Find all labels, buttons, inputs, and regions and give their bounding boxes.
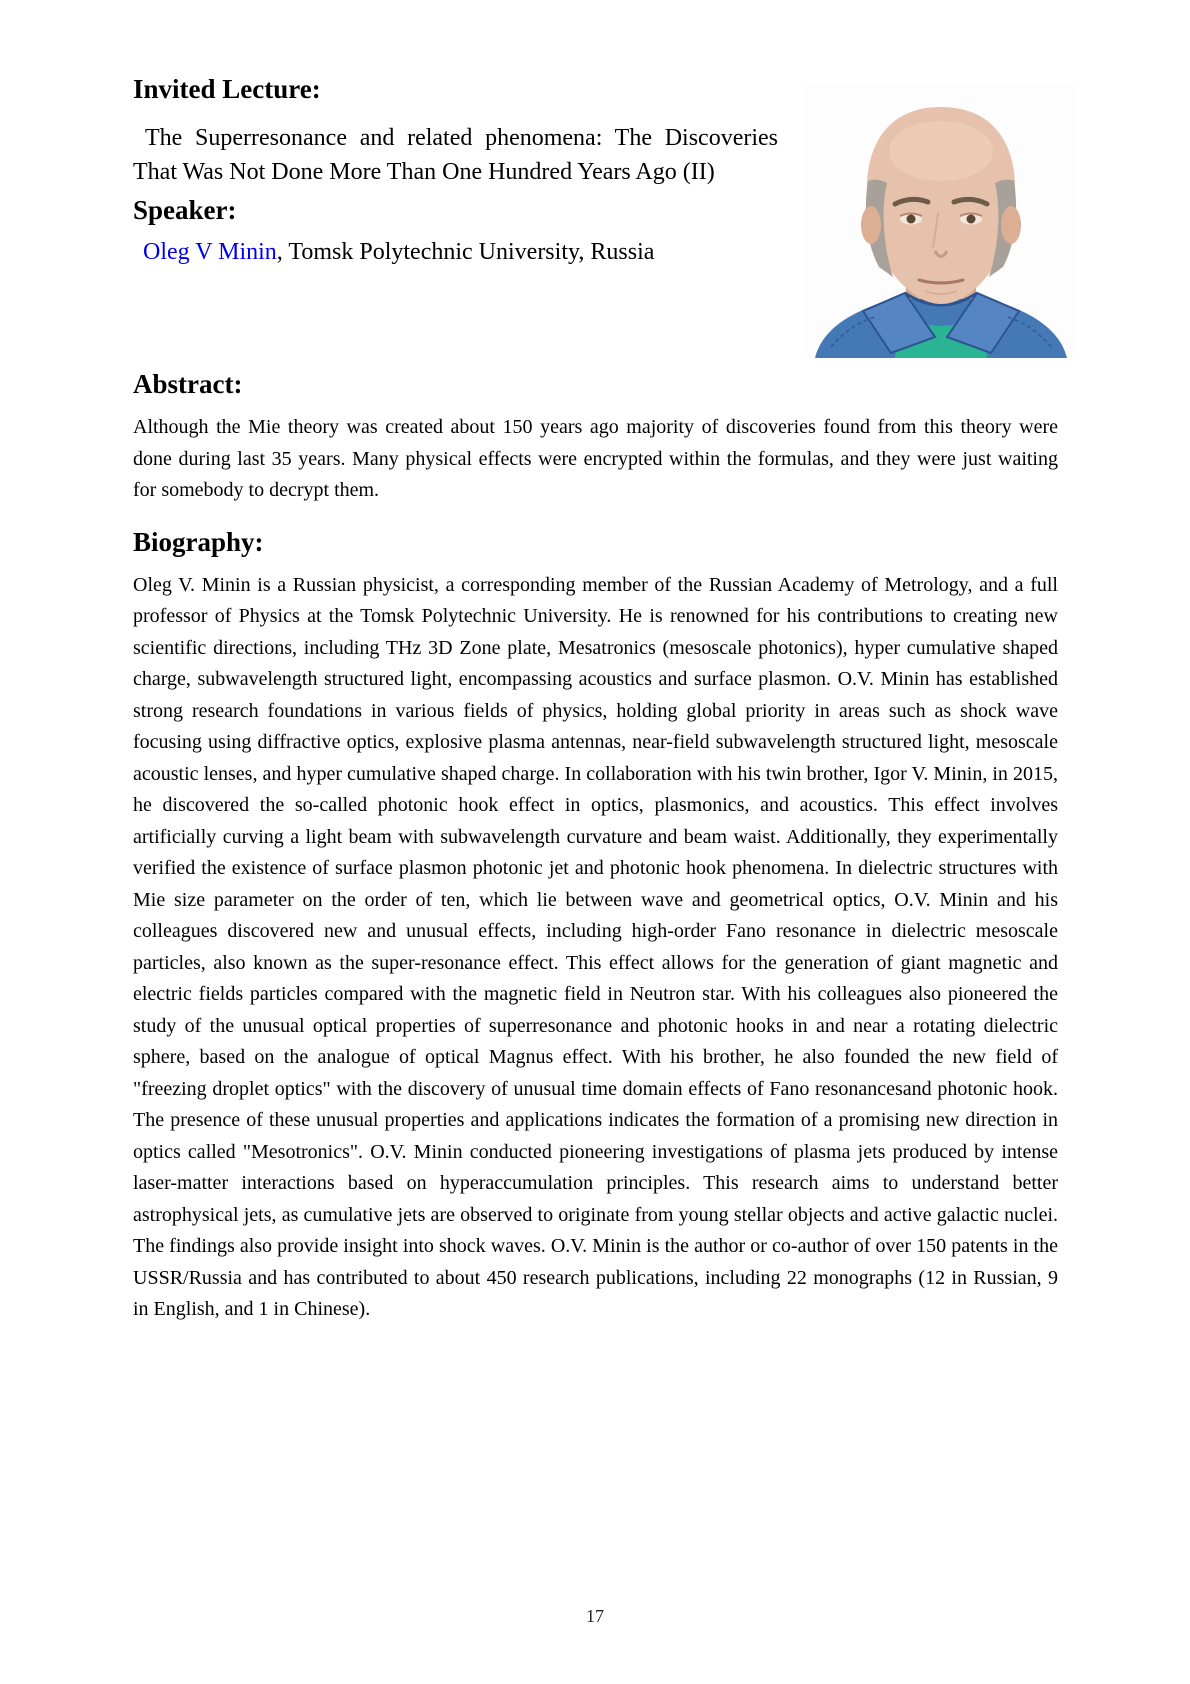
biography-heading: Biography:	[133, 526, 264, 557]
portrait-ear-right	[1001, 206, 1021, 244]
speaker-name-link[interactable]: Oleg V Minin	[143, 239, 277, 265]
biography-text: Oleg V. Minin is a Russian physicist, a corresponding member of the Russian Academy of Metrology, and a full professor of Physics at the Tomsk Polytechnic University. He is renowned for his contributions to creating new scientific directions, including THz 3D Zone plate, Mesatronics (mesoscale photonics), hyper cumulative shaped charge, subwavelength structured light, encompassing acoustics and surface plasmon. O.V. Minin has established strong research foundations in various fields of physics, holding global priority in areas such as shock wave focusing using diffractive optics, explosive plasma antennas, near-field subwavelength structured light, mesoscale acoustic lenses, and hyper cumulative shaped charge. In collaboration with his twin brother, Igor V. Minin, in 2015, he discovered the so-called photonic hook effect in optics, plasmonics, and acoustics. This effect involves artificially curving a light beam with subwavelength curvature and beam waist. Additionally, they experimentally verified the existence of surface plasmon photonic jet and photonic hook phenomena. In dielectric structures with Mie size parameter on the order of ten, which lie between wave and geometrical optics, O.V. Minin and his colleagues discovered new and unusual effects, including high-order Fano resonance in dielectric mesoscale particles, also known as the super-resonance effect. This effect allows for the generation of giant magnetic and electric fields particles compared with the magnetic field in Neutron star. With his colleagues also pioneered the study of the unusual optical properties of superresonance and photonic hooks in and near a rotating dielectric sphere, based on the analogue of optical Magnus effect. With his brother, he also founded the new field of "freezing droplet optics" with the discovery of unusual time domain effects of Fano resonancesand photonic hook. The presence of these unusual properties and applications indicates the formation of a promising new direction in optics called "Mesotronics". O.V. Minin conducted pioneering investigations of plasma jets produced by intense laser-matter interactions based on hyperaccumulation principles. This research aims to understand better astrophysical jets, as cumulative jets are observed to originate from young stellar objects and active galactic nuclei. The findings also provide insight into shock waves. O.V. Minin is the author or co-author of over 150 patents in the USSR/Russia and has contributed to about 450 research publications, including 22 monographs (12 in Russian, 9 in English, and 1 in Chinese).	[133, 573, 1058, 1320]
speaker-portrait-image	[805, 85, 1077, 358]
abstract-heading: Abstract:	[133, 369, 243, 399]
page-number: 17	[586, 1606, 604, 1626]
lecture-title: The Superresonance and related phenomena: The Discoveries That Was Not Done More Than One Hundred Years Ago (II)	[133, 125, 778, 185]
speaker-photo	[805, 85, 1077, 358]
abstract-text: Although the Mie theory was created about 150 years ago majority of discoveries found from this theory were done during last 35 years. Many physical effects were encrypted within the formulas, and they were just waiting for somebody to decrypt them.	[133, 416, 1058, 501]
speaker-affiliation: , Tomsk Polytechnic University, Russia	[276, 239, 655, 265]
speaker-heading: Speaker:	[133, 195, 237, 225]
portrait-ear-left	[861, 206, 881, 244]
portrait-eye-right	[967, 215, 976, 224]
portrait-eye-left	[907, 215, 916, 224]
invited-lecture-heading: Invited Lecture:	[133, 74, 321, 104]
